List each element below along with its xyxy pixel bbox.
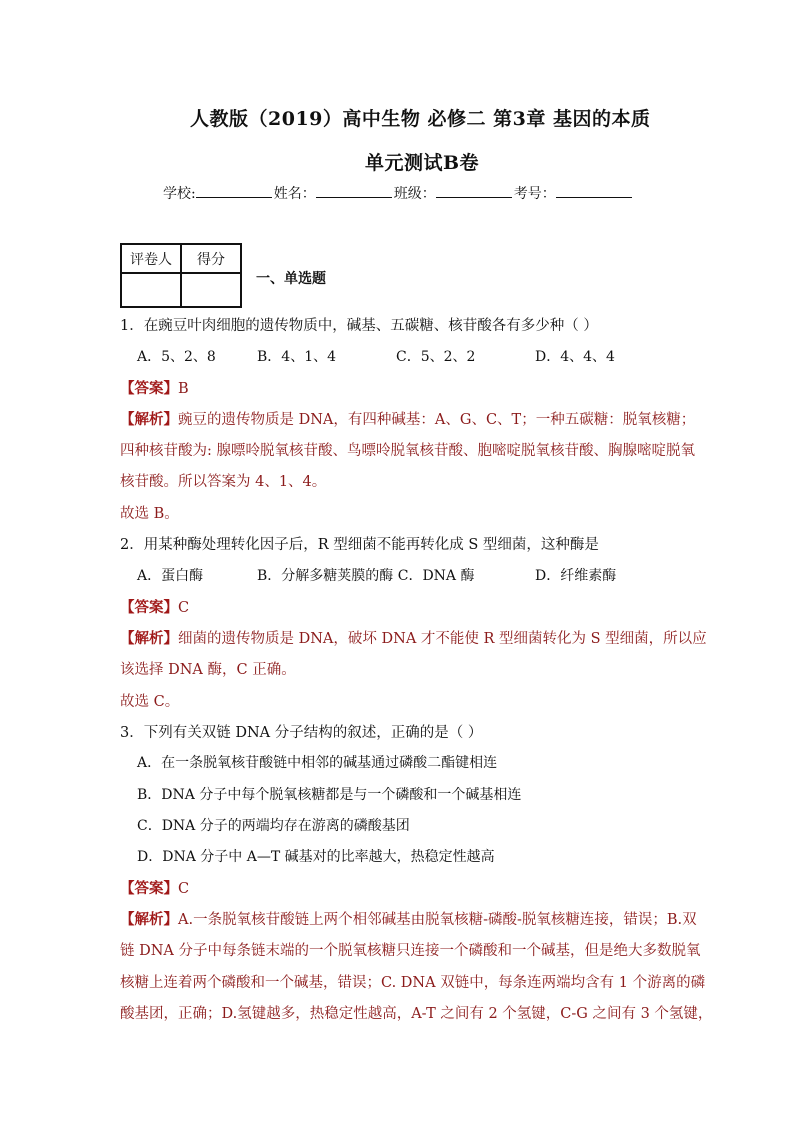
q1-stem: 1．在豌豆叶肉细胞的遗传物质中，碱基、五碳糖、核苷酸各有多少种（ ） [120,318,598,334]
class-blank[interactable] [436,183,512,198]
q1-option-c: C．5、2、2 [396,349,476,365]
student-info-row [163,183,634,203]
school-blank[interactable] [196,183,272,198]
q2-answer [120,596,189,617]
q3-option-c: C．DNA 分子的两端均存在游离的磷酸基团 [137,818,410,834]
q2-option-b-c: B．分解多糖荚膜的酶 C．DNA 酶 [257,568,475,584]
answer-value: B [178,381,189,397]
grader-cell[interactable] [121,273,181,307]
q3-analysis-line4: 酸基团，正确；D.氢键越多，热稳定性越高，A-T 之间有 2 个氢键，C-G 之间有 3 个氢键， [120,1006,713,1022]
q3-option-b: B．DNA 分子中每个脱氧核糖都是与一个磷酸和一个碱基相连 [137,787,522,803]
score-header: 得分 [181,244,241,273]
answer-value: C [178,881,190,897]
analysis-text: A.一条脱氧核苷酸链上两个相邻碱基由脱氧核糖-磷酸-脱氧核糖连接，错误；B.双 [178,912,697,928]
analysis-text: 豌豆的遗传物质是 DNA，有四种碱基：A、G、C、T；一种五碳糖：脱氧核糖； [178,412,696,428]
q1-analysis-line3: 核苷酸。所以答案为 4、1、4。 [120,474,327,490]
q1-option-a: A．5、2、8 [137,349,216,365]
q1-analysis-line1 [120,408,695,429]
score-cell[interactable] [181,273,241,307]
analysis-tag: 【解析】 [120,911,178,928]
q1-conclusion: 故选 B。 [120,506,179,522]
q2-stem: 2．用某种酶处理转化因子后，R 型细菌不能再转化成 S 型细菌，这种酶是 [120,537,599,553]
grader-header: 评卷人 [121,244,181,273]
answer-tag: 【答案】 [120,380,178,397]
answer-tag: 【答案】 [120,599,178,616]
analysis-text: 细菌的遗传物质是 DNA，破坏 DNA 才不能使 R 型细菌转化为 S 型细菌，所以应 [178,631,707,647]
page-title-line2: 单元测试B卷 [365,152,480,174]
q1-option-b: B．4、1、4 [257,349,337,365]
exam-no-blank[interactable] [556,183,632,198]
q3-option-d: D．DNA 分子中 A—T 碱基对的比率越大，热稳定性越高 [137,849,495,865]
answer-value: C [178,600,190,616]
q3-analysis-line2: 链 DNA 分子中每条链末端的一个脱氧核糖只连接一个磷酸和一个碱基，但是绝大多数脱氧 [120,943,701,959]
q2-option-d: D．纤维素酶 [535,568,617,584]
q3-analysis-line1 [120,908,697,929]
q3-answer [120,877,189,898]
q3-option-a: A．在一条脱氧核苷酸链中相邻的碱基通过磷酸二酯键相连 [137,755,498,771]
exam-no-label: 考号： [513,186,556,202]
answer-tag: 【答案】 [120,880,178,897]
name-blank[interactable] [316,183,392,198]
class-label: 班级： [393,186,436,202]
analysis-tag: 【解析】 [120,630,178,647]
page-title-line1: 人教版（2019）高中生物 必修二 第3章 基因的本质 [190,108,651,130]
q2-conclusion: 故选 C。 [120,694,180,710]
name-label: 姓名： [273,186,316,202]
analysis-tag: 【解析】 [120,411,178,428]
q3-stem: 3．下列有关双链 DNA 分子结构的叙述，正确的是（ ） [120,725,483,741]
q1-analysis-line2: 四种核苷酸为: 腺嘌呤脱氧核苷酸、鸟嘌呤脱氧核苷酸、胞嘧啶脱氧核苷酸、胸腺嘧啶脱氧 [120,443,695,459]
section-title: 一、单选题 [256,271,326,287]
q2-analysis-line2: 该选择 DNA 酶，C 正确。 [120,662,296,678]
q2-option-a: A．蛋白酶 [137,568,204,584]
q3-analysis-line3: 核糖上连着两个磷酸和一个碱基，错误；C. DNA 双链中，每条连两端均含有 1 个游离的磷 [120,975,706,991]
q1-answer [120,377,189,398]
q2-analysis-line1 [120,627,707,648]
q1-option-d: D．4、4、4 [535,349,615,365]
school-label: 学校: [163,186,196,202]
score-box [120,243,242,308]
